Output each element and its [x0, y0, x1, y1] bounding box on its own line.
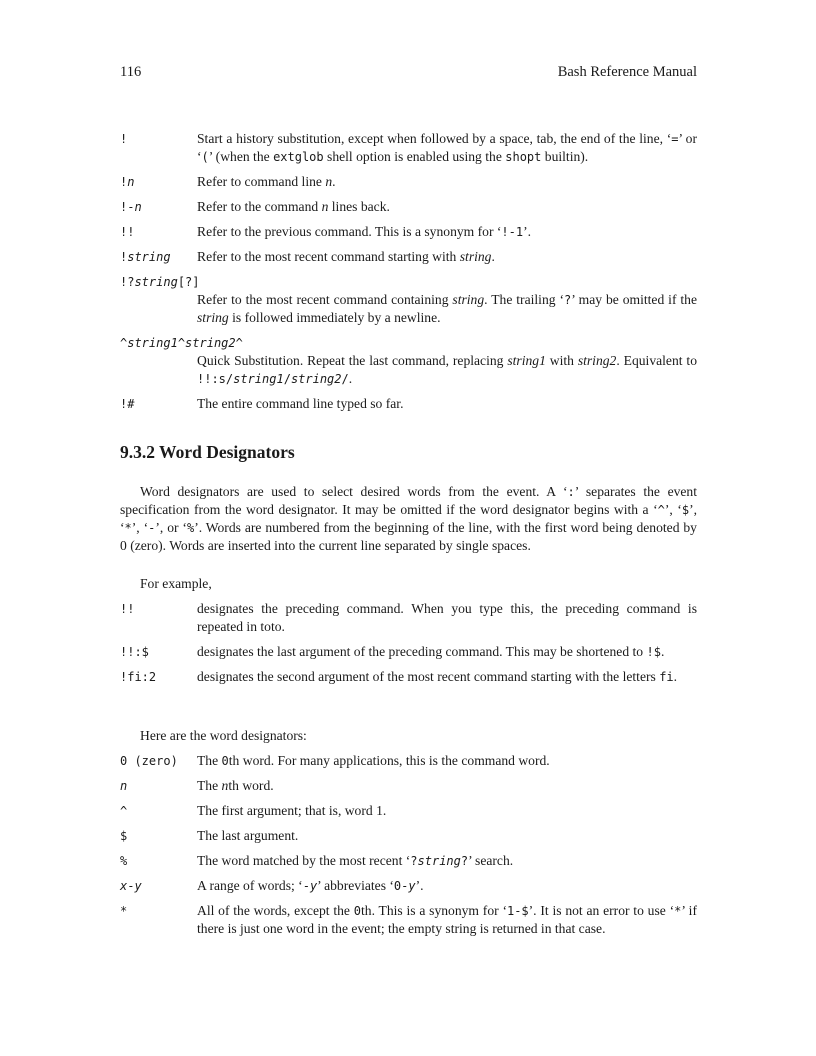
definition: designates the preceding command. When you type this, the preceding command is repeated in toto. [197, 601, 697, 634]
definition: Refer to command line n. [197, 174, 336, 189]
list-item [120, 395, 697, 413]
term: 0 (zero) [120, 754, 178, 768]
intro-paragraph: Word designators are used to select desired words from the event. A ‘:’ separates the event specification from the word designator. It may be omitted if the word designator begins with a ‘^’, ‘$’, ‘*’, ‘-’, or ‘%’. Words are numbered from the beginning of the line, with the first word being denoted by 0 (zero). Words are inserted into the current line separated by single spaces. [120, 484, 698, 553]
list-item [120, 877, 697, 895]
definition: The nth word. [197, 778, 274, 793]
term: !?string[?] [120, 275, 200, 289]
definition: Quick Substitution. Repeat the last command, replacing string1 with string2. Equivalent to !!:s/string1/string2/. [197, 353, 697, 386]
term: !n [120, 175, 135, 189]
term: !string [120, 250, 171, 264]
term: * [120, 904, 128, 918]
term: !-n [120, 200, 142, 214]
list-item [120, 600, 697, 636]
definition: The entire command line typed so far. [197, 396, 404, 411]
manual-title: Bash Reference Manual [557, 64, 697, 80]
definition: designates the second argument of the most recent command starting with the letters fi. [197, 669, 678, 684]
term: ^string1^string2^ [120, 336, 243, 350]
event-designator-list [120, 130, 697, 413]
definition: Start a history substitution, except when followed by a space, tab, the end of the line, ‘=’ or ‘(’ (when the extglob shell option is enabled using the shopt builtin). [197, 131, 697, 164]
term: x-y [120, 879, 142, 893]
term: !! [120, 225, 135, 239]
list-item [120, 643, 697, 661]
section-heading: 9.3.2 Word Designators [120, 442, 295, 462]
term: !!:$ [120, 645, 149, 659]
definition: All of the words, except the 0th. This is a synonym for ‘1-$’. It is not an error to use ‘*’ if there is just one word in the event; the empty string is returned in that case. [197, 903, 697, 936]
list-item [120, 223, 697, 241]
list-item [120, 902, 697, 938]
term: !# [120, 397, 135, 411]
page-number: 116 [120, 64, 142, 80]
definition: A range of words; ‘-y’ abbreviates ‘0-y’. [197, 878, 424, 893]
list-item [120, 668, 697, 686]
term: % [120, 854, 128, 868]
list-item [120, 752, 697, 770]
definition: Refer to the most recent command starting with string. [197, 249, 495, 264]
list-item [120, 852, 697, 870]
list-item [120, 334, 697, 388]
page-header [120, 64, 697, 81]
definition: designates the last argument of the preceding command. This may be shortened to !$. [197, 644, 665, 659]
list-item [120, 273, 697, 327]
definition: The first argument; that is, word 1. [197, 803, 387, 818]
list-item [120, 130, 697, 166]
term: n [120, 779, 128, 793]
example-intro: For example, [140, 576, 212, 591]
term: ! [120, 132, 128, 146]
definition: Refer to the previous command. This is a synonym for ‘!-1’. [197, 224, 532, 239]
list-item [120, 173, 697, 191]
list-item [120, 802, 697, 820]
definition: The 0th word. For many applications, this is the command word. [197, 753, 550, 768]
list-item [120, 827, 697, 845]
definition: The word matched by the most recent ‘?string?’ search. [197, 853, 514, 868]
term: !fi:2 [120, 670, 157, 684]
definition: Refer to the command n lines back. [197, 199, 390, 214]
term: !! [120, 602, 135, 616]
definition: The last argument. [197, 828, 299, 843]
list-item [120, 248, 697, 266]
term: ^ [120, 804, 128, 818]
term: $ [120, 829, 128, 843]
definition: Refer to the most recent command containing string. The trailing ‘?’ may be omitted if the string is followed immediately by a newline. [197, 292, 697, 325]
list-item [120, 198, 697, 216]
word-designator-list [120, 752, 697, 938]
example-list [120, 600, 697, 686]
designators-intro: Here are the word designators: [140, 728, 307, 743]
list-item [120, 777, 697, 795]
